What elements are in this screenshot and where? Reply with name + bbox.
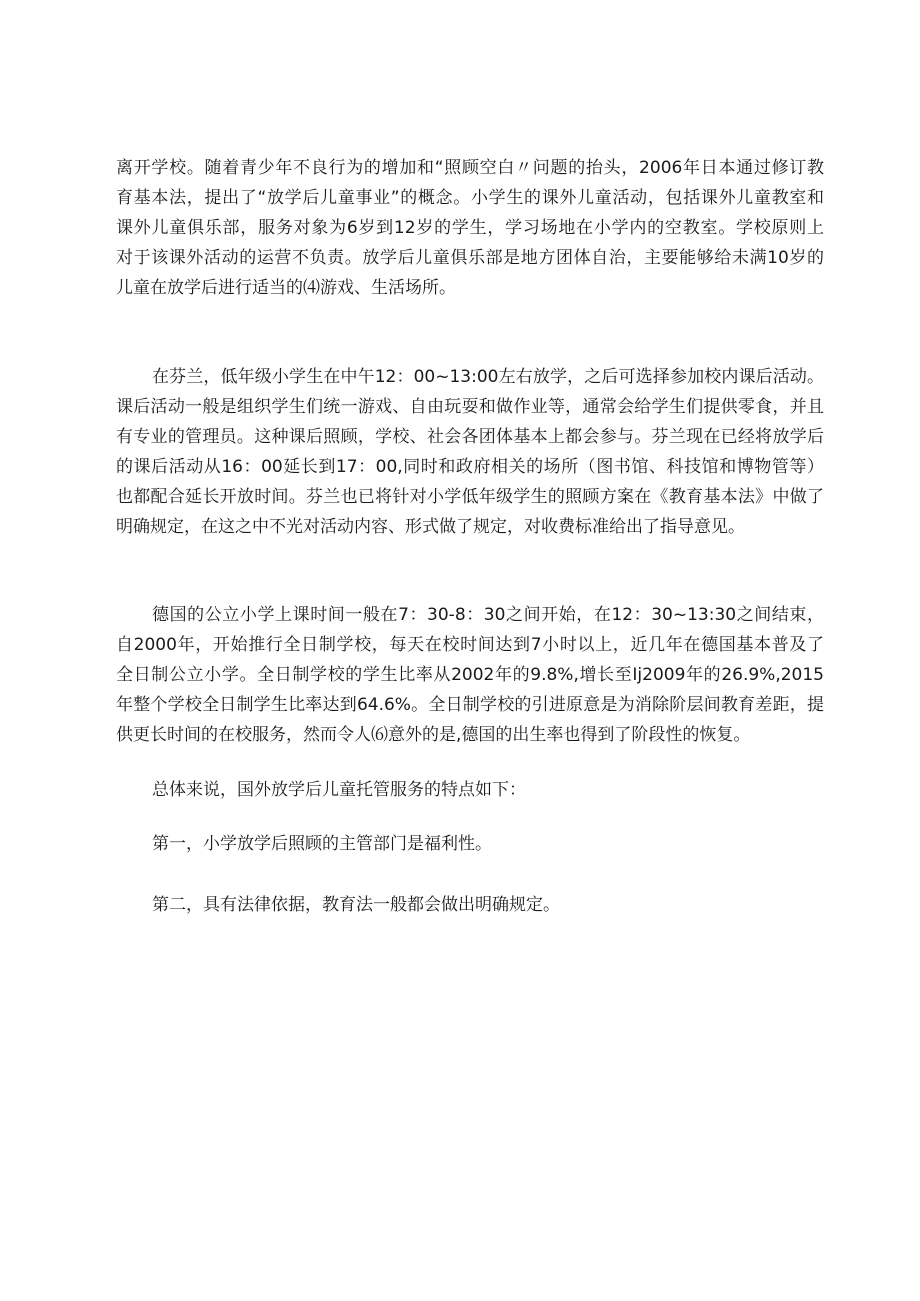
paragraph-finland [116,362,824,542]
paragraph-japan [116,153,824,303]
text-line: 对于该课外活动的运营不负责。放学后儿童俱乐部是地方团体自治，主要能够给未满10岁的 [116,248,824,268]
text-line: 第一，小学放学后照顾的主管部门是福利性。 [152,834,492,854]
text-line: 儿童在放学后进行适当的⑷游戏、生活场所。 [116,278,456,298]
text-line: 的课后活动从16：00延长到17：00,同时和政府相关的场所（图书馆、科技馆和博物管等） [116,457,824,477]
text-line: 德国的公立小学上课时间一般在7：30-8：30之间开始，在12：30~13:30之间结束， [152,605,824,625]
text-line: 第二，具有法律依据，教育法一般都会做出明确规定。 [152,895,560,915]
paragraph-germany [116,600,824,750]
text-line: 课外儿童俱乐部，服务对象为6岁到12岁的学生，学习场地在小学内的空教室。学校原则上 [116,218,824,238]
text-line: 有专业的管理员。这种课后照顾，学校、社会各团体基本上都会参与。芬兰现在已经将放学后 [116,427,824,447]
paragraph-point-two [116,890,824,920]
paragraph-summary [116,775,824,805]
text-line: 年整个学校全日制学生比率达到64.6%。全日制学校的引进原意是为消除阶层间教育差距，提 [116,695,824,715]
text-line: 全日制公立小学。全日制学校的学生比率从2002年的9.8%,增长至Ij2009年的26.9%,2015 [116,665,824,685]
text-line: 课后活动一般是组织学生们统一游戏、自由玩耍和做作业等，通常会给学生们提供零食，并且 [116,397,824,417]
text-line: 在芬兰，低年级小学生在中午12：00~13:00左右放学，之后可选择参加校内课后活动。 [152,367,824,387]
paragraph-point-one [116,829,824,859]
text-line: 总体来说，国外放学后儿童托管服务的特点如下： [152,780,526,800]
text-line: 离开学校。随着青少年不良行为的增加和“照顾空白〃问题的抬头，2006年日本通过修订教 [116,158,824,178]
text-line: 明确规定，在这之中不光对活动内容、形式做了规定，对收费标准给出了指导意见。 [116,517,745,537]
text-line: 也都配合延长开放时间。芬兰也已将针对小学低年级学生的照顾方案在《教育基本法》中做了 [116,487,824,507]
text-line: 自2000年，开始推行全日制学校，每天在校时间达到7小时以上，近几年在德国基本普及了 [116,635,824,655]
text-line: 育基本法，提出了“放学后儿童事业”的概念。小学生的课外儿童活动，包括课外儿童教室和 [116,188,824,208]
text-line: 供更长时间的在校服务，然而令人⑹意外的是,德国的出生率也得到了阶段性的恢复。 [116,725,751,745]
